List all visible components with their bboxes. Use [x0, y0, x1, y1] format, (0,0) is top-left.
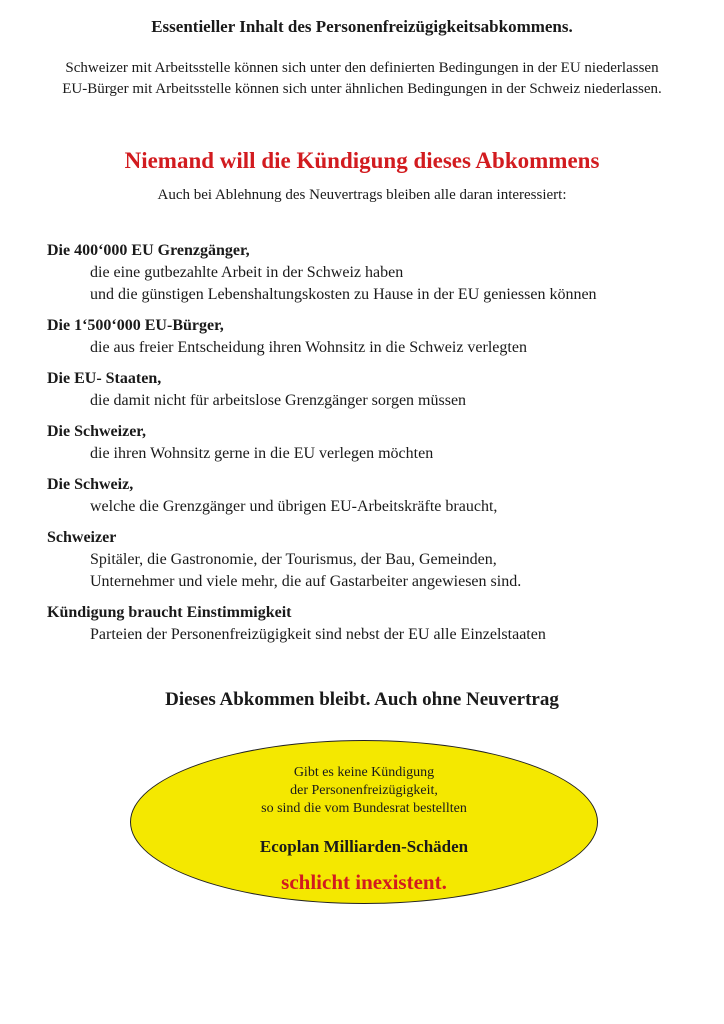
- interest-group: [47, 474, 707, 518]
- interest-group: [47, 527, 707, 593]
- ellipse-line: so sind die vom Bundesrat bestellten: [261, 801, 467, 816]
- subline: Auch bei Ablehnung des Neuvertrags bleiben alle daran interessiert:: [157, 187, 567, 203]
- ellipse-text: [130, 764, 598, 818]
- group-line: die ihren Wohnsitz gerne in die EU verlegen möchten: [90, 445, 434, 462]
- ellipse-line: der Personenfreizügigkeit,: [290, 783, 438, 798]
- interest-group: [47, 368, 707, 412]
- interest-group: [47, 602, 707, 646]
- group-heading: Kündigung braucht Einstimmigkeit: [47, 604, 292, 621]
- interest-group: [47, 315, 707, 359]
- group-line: die damit nicht für arbeitslose Grenzgänger sorgen müssen: [90, 392, 467, 409]
- group-line: Parteien der Personenfreizügigkeit sind nebst der EU alle Einzelstaaten: [90, 626, 546, 643]
- group-line: die aus freier Entscheidung ihren Wohnsitz in die Schweiz verlegten: [90, 339, 527, 356]
- page-title: Essentieller Inhalt des Personenfreizügigkeitsabkommens.: [151, 17, 573, 36]
- group-heading: Die Schweiz,: [47, 476, 134, 493]
- group-line: welche die Grenzgänger und übrigen EU-Arbeitskräfte braucht,: [90, 498, 498, 515]
- interest-group: [47, 421, 707, 465]
- ellipse-emphasis-text: schlicht inexistent.: [281, 870, 447, 894]
- conclusion: Dieses Abkommen bleibt. Auch ohne Neuvertrag: [165, 689, 559, 710]
- group-heading: Schweizer: [47, 529, 117, 546]
- intro-text: [0, 58, 724, 100]
- group-heading: Die 400‘000 EU Grenzgänger,: [47, 242, 250, 259]
- group-line: die eine gutbezahlte Arbeit in der Schweiz haben: [90, 264, 404, 281]
- ellipse-strong-text: Ecoplan Milliarden-Schäden: [259, 837, 469, 856]
- ellipse-line: Gibt es keine Kündigung: [293, 765, 435, 780]
- group-heading: Die 1‘500‘000 EU-Bürger,: [47, 317, 224, 334]
- group-line: Spitäler, die Gastronomie, der Tourismus, der Bau, Gemeinden,: [90, 551, 497, 568]
- interest-groups: [47, 240, 707, 655]
- intro-line: EU-Bürger mit Arbeitsstelle können sich unter ähnlichen Bedingungen in der Schweiz niederlassen.: [62, 81, 662, 97]
- headline: Niemand will die Kündigung dieses Abkommens: [124, 148, 600, 173]
- group-line: und die günstigen Lebenshaltungskosten zu Hause in der EU geniessen können: [90, 286, 597, 303]
- group-line: Unternehmer und viele mehr, die auf Gastarbeiter angewiesen sind.: [90, 573, 522, 590]
- group-heading: Die Schweizer,: [47, 423, 146, 440]
- interest-group: [47, 240, 707, 306]
- intro-line: Schweizer mit Arbeitsstelle können sich unter den definierten Bedingungen in der EU niederlassen: [65, 60, 659, 76]
- group-heading: Die EU- Staaten,: [47, 370, 162, 387]
